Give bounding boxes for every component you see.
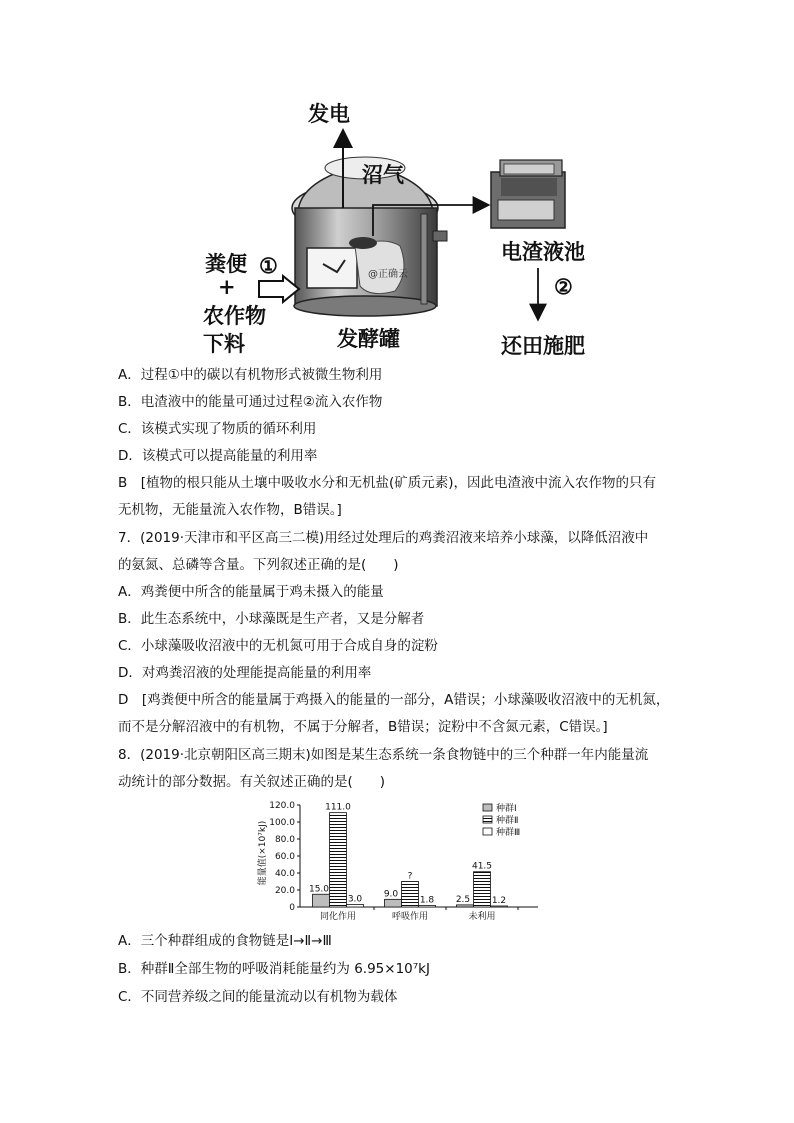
bar [313,894,330,907]
watermark: @正确云 [368,269,408,280]
biogas-diagram [195,96,600,358]
label-power: 发电 [308,101,350,126]
y-tick-label: 20.0 [274,886,295,896]
option-c-q7: C．小球藻吸收沼液中的无机氮可用于合成自身的淀粉 [118,638,438,654]
option-c-q6: C．该模式实现了物质的循环利用 [118,421,317,437]
option-a-q6: A．过程①中的碳以有机物形式被微生物利用 [118,367,383,383]
option-a-q8: A．三个种群组成的食物链是Ⅰ→Ⅱ→Ⅲ [118,933,332,949]
data-label: 9.0 [383,889,399,900]
legend-label: 种群Ⅲ [496,828,521,838]
bar [385,899,402,907]
legend-label: 种群Ⅱ [496,816,519,826]
legend-label: 种群Ⅰ [496,804,517,814]
data-label: ? [407,871,413,882]
option-b-q6: B．电渣液中的能量可通过过程②流入农作物 [118,394,383,410]
label-fertilize: 还田施肥 [501,333,585,358]
y-tick-label: 0 [289,903,295,913]
y-tick-label: 120.0 [269,801,295,811]
question-7-line2: 的氨氮、总磷等含量。下列叙述正确的是( ) [118,557,399,573]
y-tick-label: 60.0 [274,852,295,862]
legend-swatch [483,804,492,811]
label-process-1: ① [259,253,278,278]
answer-q6-line2: 无机物，无能量流入农作物，B错误。] [118,502,342,518]
answer-q7-line1: D [鸡粪便中所含的能量属于鸡摄入的能量的一部分，A错误；小球藻吸收沼液中的无机氮， [118,692,670,708]
bar [457,905,474,907]
answer-q6-line1: B [植物的根只能从土壤中吸收水分和无机盐(矿质元素)，因此电渣液中流入农作物的只有 [118,475,657,491]
label-process-2: ② [554,274,573,299]
x-tick-label: 未利用 [468,912,496,922]
legend-swatch [483,828,492,835]
option-d-q6: D．该模式可以提高能量的利用率 [118,448,318,464]
data-label: 2.5 [455,894,471,905]
data-label: 41.5 [471,861,493,872]
x-tick-label: 呼吸作用 [391,912,429,922]
bar [402,882,419,908]
bar [491,906,508,907]
y-axis-label: 能量值(×10⁷kJ) [258,820,268,886]
y-tick-label: 80.0 [274,835,295,845]
bar [330,813,347,907]
residue-pool-image [491,160,565,228]
label-tank: 发酵罐 [337,326,400,351]
option-b-q8: B．种群Ⅱ全部生物的呼吸消耗能量约为 6.95×10⁷kJ [118,961,430,977]
answer-q7-line2: 而不是分解沼液中的有机物，不属于分解者，B错误；淀粉中不含氮元素，C错误。] [118,719,608,735]
input-hollow-arrow [259,276,299,302]
data-label: 1.2 [491,895,507,906]
x-tick-label: 同化作用 [319,912,357,922]
data-label: 1.8 [419,895,435,906]
y-tick-label: 100.0 [269,818,295,828]
data-label: 111.0 [325,802,351,813]
question-7-line1: 7．(2019·天津市和平区高三二模)用经过处理后的鸡粪沼液来培养小球藻，以降低沼液中 [118,530,649,546]
option-d-q7: D．对鸡粪沼液的处理能提高能量的利用率 [118,665,372,681]
label-residue-pool: 电渣液池 [501,239,585,264]
label-scrap: 下料 [203,331,245,356]
label-crop: 农作物 [203,303,266,328]
data-label: 15.0 [308,884,330,895]
option-b-q7: B．此生态系统中，小球藻既是生产者，又是分解者 [118,611,425,627]
question-8-line2: 动统计的部分数据。有关叙述正确的是( ) [118,774,386,790]
option-c-q8: C．不同营养级之间的能量流动以有机物为载体 [118,989,398,1005]
option-a-q7: A．鸡粪便中所含的能量属于鸡未摄入的能量 [118,584,384,600]
legend-swatch [483,816,492,823]
data-label: 3.0 [347,894,363,905]
energy-bar-chart [255,799,545,925]
label-manure: 粪便 [205,251,247,276]
y-tick-label: 40.0 [274,869,295,879]
chart-svg [255,799,545,925]
bar [347,904,364,907]
label-biogas: 沼气 [362,162,404,187]
bar [474,872,491,907]
question-8-line1: 8．(2019·北京朝阳区高三期末)如图是某生态系统一条食物链中的三个种群一年内能量流 [118,747,649,763]
label-plus: + [218,274,236,299]
bar [419,905,436,907]
